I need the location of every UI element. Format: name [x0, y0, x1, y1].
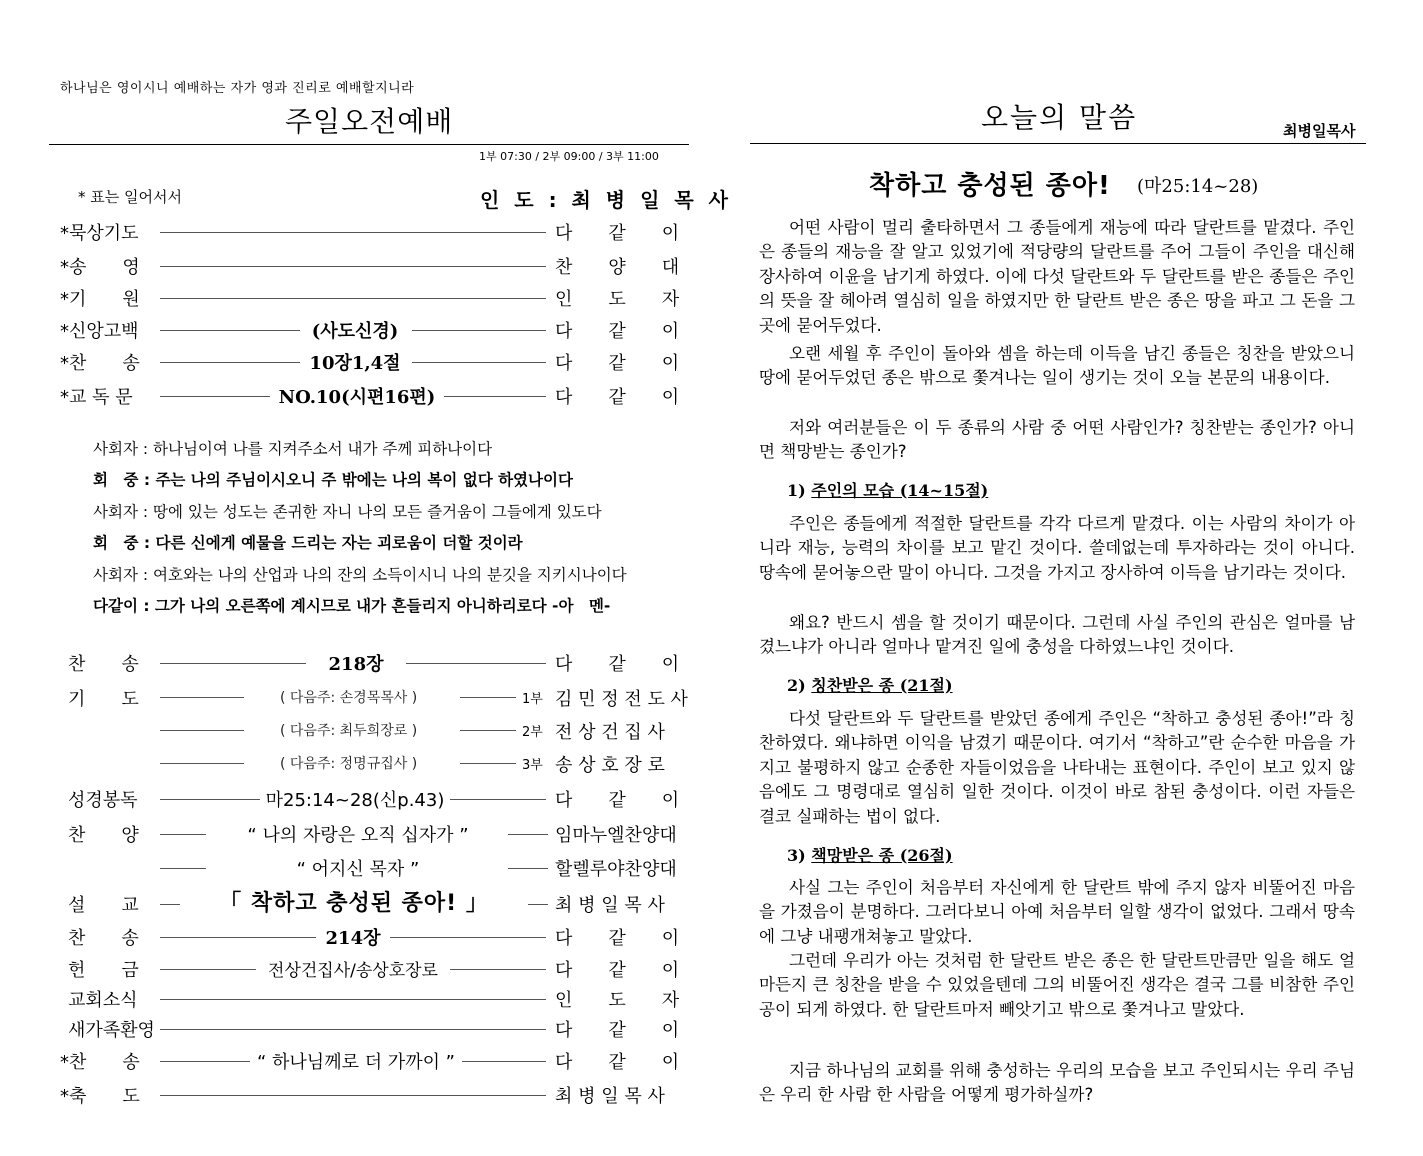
leader-line — [460, 697, 516, 698]
order-item: “ 어지신 목자 ” — [296, 859, 420, 880]
order-label: 교회소식 — [68, 990, 138, 1011]
motto: 하나님은 영이시니 예배하는 자가 영과 진리로 예배할지니라 — [60, 81, 415, 96]
order-label: 헌 금 — [68, 960, 139, 981]
leader-line — [160, 663, 306, 664]
stand-note: * 표는 일어서서 — [78, 188, 182, 206]
order-person: 인 도 자 — [555, 990, 680, 1011]
sermon-main-title: 착하고 충성된 종아! — [869, 171, 1111, 201]
section-title: 책망받은 종 (26절) — [811, 846, 953, 865]
leader-line — [462, 1061, 546, 1062]
leader-line — [160, 266, 546, 267]
order-label: 설 교 — [68, 895, 139, 916]
reading-line — [93, 437, 492, 459]
sermon-title: 「 착하고 충성된 종아! 」 — [219, 891, 489, 916]
service-part: 1부 — [522, 692, 543, 707]
order-item: 214장 — [325, 928, 381, 949]
order-item: 10장1,4절 — [309, 353, 401, 374]
sermon-page — [711, 0, 1423, 1156]
order-person: 최 병 일 목 사 — [555, 895, 665, 916]
service-leader: 인 도 : 최 병 일 목 사 — [480, 188, 732, 212]
order-person: 최 병 일 목 사 — [555, 1086, 665, 1107]
section-heading — [787, 843, 953, 866]
order-item: NO.10(시편16편) — [278, 387, 436, 408]
order-person: 다 같 이 — [555, 321, 680, 342]
reading-text: 여호와는 나의 산업과 나의 잔의 소득이시니 나의 분깃을 지키시나이다 — [153, 566, 627, 584]
reading-speaker: 회 중 : — [93, 534, 151, 552]
reading-text: 땅에 있는 성도는 존귀한 자니 나의 모든 즐거움이 그들에게 있도다 — [153, 503, 602, 521]
order-person: 인 도 자 — [555, 289, 680, 310]
reading-text: 주는 나의 주님이시오니 주 밖에는 나의 복이 없다 하였나이다 — [155, 471, 573, 489]
order-item: (사도신경) — [311, 321, 399, 342]
leader-line — [160, 298, 546, 299]
order-person: 다 같 이 — [555, 654, 680, 675]
order-person: 김 민 정 전 도 사 — [555, 689, 688, 710]
leader-line — [508, 868, 548, 869]
sermon-paragraph: 사실 그는 주인이 처음부터 자신에게 한 달란트 밖에 주지 않자 비뚤어진 마음을 가졌음이 분명하다. 그러다보니 아예 처음부터 일할 생각이 없었다. 그래서 땅속에 그냥 내팽개쳐놓고 말았다. — [759, 878, 1355, 946]
leader-line — [406, 663, 546, 664]
order-label: 찬 송 — [68, 654, 139, 675]
leader-line — [412, 330, 546, 331]
order-item: “ 하나님께로 더 가까이 ” — [256, 1052, 456, 1073]
order-person: 전 상 건 집 사 — [555, 722, 665, 743]
order-item: 마25:14~28(신p.43) — [265, 790, 445, 811]
leader-line — [390, 937, 546, 938]
order-label: 찬 양 — [68, 825, 139, 846]
reading-line — [93, 594, 610, 616]
order-person: 송 상 호 장 로 — [555, 755, 665, 776]
sermon-paragraph: 그런데 우리가 아는 것처럼 한 달란트 받은 종은 한 달란트만큼만 일을 해도 얼마든지 큰 칭찬을 받을 수 있었을텐데 그의 비뚤어진 생각은 결국 그를 비참한 주인공이 되게 하였다. 한 달란트마저 빼앗기고 밖으로 쫓겨나고 말았다. — [759, 951, 1355, 1019]
sermon-paragraph: 어떤 사람이 멀리 출타하면서 그 종들에게 재능에 따라 달란트를 맡겼다. 주인은 종들의 재능을 잘 알고 있었기에 적당량의 달란트를 주어 그들이 주인을 대신해 장사하여 이윤을 남기게 하였다. 이에 다섯 달란트와 두 달란트를 받은 종들은 주인의 뜻을 잘 헤아려 열심히 일을 하였지만 한 달란트 받은 종은 땅을 파고 그 돈을 그곳에 묻어두었다. — [759, 218, 1355, 335]
order-item: 전상건집사/송상호장로 — [268, 961, 438, 981]
order-item: “ 나의 자랑은 오직 십자가 ” — [247, 825, 469, 846]
leader-line — [160, 232, 546, 233]
reading-line — [93, 531, 523, 553]
next-week-note: ( 다음주: 손경목목사 ) — [280, 690, 418, 706]
next-week-note: ( 다음주: 정명규집사 ) — [280, 756, 418, 772]
order-label: *축 도 — [60, 1086, 140, 1107]
reading-line — [93, 500, 602, 522]
next-week-note: ( 다음주: 최두희장로 ) — [280, 723, 418, 739]
reading-text: 하나님이여 나를 지켜주소서 내가 주께 피하나이다 — [153, 440, 493, 458]
sermon-paragraph: 저와 여러분들은 이 두 종류의 사람 중 어떤 사람인가? 칭찬받는 종인가? 아니면 책망받는 종인가? — [759, 418, 1355, 462]
order-label: *찬 송 — [60, 1052, 140, 1073]
leader-line — [444, 396, 546, 397]
leader-line — [160, 396, 270, 397]
leader-line — [460, 730, 516, 731]
sermon-closing-paragraph: 지금 하나님의 교회를 위해 충성하는 우리의 모습을 보고 주인되시는 우리 주님은 우리 한 사람 한 사람을 어떻게 평가하실까? — [759, 1061, 1355, 1105]
leader-line — [160, 730, 244, 731]
order-person: 다 같 이 — [555, 790, 680, 811]
reading-text: 그가 나의 오른쪽에 계시므로 내가 흔들리지 아니하리로다 -아 멘- — [154, 597, 611, 615]
order-item: 218장 — [328, 654, 384, 675]
leader-line — [160, 868, 206, 869]
order-label: 성경봉독 — [68, 790, 138, 811]
order-label: 찬 송 — [68, 928, 139, 949]
sermon-paragraph: 주인은 종들에게 적절한 달란트를 각각 다르게 맡겼다. 이는 사람의 차이가 아니라 재능, 능력의 차이를 보고 맡긴 것이다. 쓸데없는데 투자하라는 것이 아니다. 땅속에 묻어놓으란 말이 아니다. 그것을 가지고 장사하여 이득을 남기라는 것이다. — [759, 514, 1355, 582]
leader-line — [412, 362, 546, 363]
order-person: 다 같 이 — [555, 960, 680, 981]
leader-line — [160, 1095, 546, 1096]
section-number: 1) — [787, 481, 806, 500]
leader-line — [160, 1061, 250, 1062]
reading-speaker: 사회자 : — [93, 503, 149, 521]
order-person: 임마누엘찬양대 — [555, 825, 677, 846]
leader-line — [160, 697, 244, 698]
sermon-paragraph: 왜요? 반드시 셈을 할 것이기 때문이다. 그런데 사실 주인의 관심은 얼마를 남겼느냐가 아니라 얼마나 맡겨진 일에 충성을 다하였느냐인 것이다. — [759, 613, 1355, 657]
reading-text: 다른 신에게 예물을 드리는 자는 괴로움이 더할 것이라 — [155, 534, 523, 552]
order-person: 다 같 이 — [555, 928, 680, 949]
order-label: 기 도 — [68, 689, 139, 710]
leader-line — [508, 834, 548, 835]
leader-line — [450, 969, 546, 970]
leader-line — [160, 799, 260, 800]
leader-line — [528, 904, 548, 905]
reading-line — [93, 468, 573, 490]
scripture-reference: (마25:14~28) — [1137, 176, 1259, 197]
pastor-name: 최병일목사 — [1283, 122, 1356, 140]
leader-line — [160, 937, 316, 938]
reading-speaker: 회 중 : — [93, 471, 151, 489]
leader-line — [160, 362, 300, 363]
sermon-paragraph: 오랜 세월 후 주인이 돌아와 셈을 하는데 이득을 남긴 종들은 칭찬을 받았으니 땅에 묻어두었던 종은 밖으로 쫓겨나는 일이 생기는 것이 오늘 본문의 내용이다. — [759, 344, 1355, 388]
sermon-paragraph: 다섯 달란트와 두 달란트를 받았던 종에게 주인은 “착하고 충성된 종아!”라 칭찬하였다. 왜냐하면 이익을 남겼기 때문이다. 여기서 “착하고”란 순수한 마음을 가지고 불평하지 않고 순종한 자들이었음을 나타내는 표현이다. 주인이 보고 있지 않음에도 그 명령대로 열심히 일한 것이다. 이것이 바로 참된 충성이다. 이런 자들은 결코 실패하는 법이 없다. — [759, 709, 1355, 826]
leader-line — [160, 330, 300, 331]
title-rule — [750, 143, 1366, 144]
section-heading — [787, 478, 988, 501]
order-label: *찬 송 — [60, 353, 140, 374]
order-label: *묵상기도 — [60, 223, 139, 244]
reading-line — [93, 563, 627, 585]
leader-line — [160, 834, 206, 835]
order-label: *신앙고백 — [60, 321, 139, 342]
order-label: 새가족환영 — [68, 1020, 155, 1041]
section-heading — [787, 673, 953, 696]
service-title: 주일오전예배 — [285, 105, 454, 138]
order-person: 다 같 이 — [555, 387, 680, 408]
section-title: 주인의 모습 (14~15절) — [811, 481, 989, 500]
leader-line — [460, 763, 516, 764]
order-person: 다 같 이 — [555, 1052, 680, 1073]
leader-line — [450, 799, 546, 800]
order-person: 할렐루야찬양대 — [555, 859, 677, 880]
order-label: *송 영 — [60, 257, 140, 278]
order-person: 다 같 이 — [555, 1020, 680, 1041]
section-number: 2) — [787, 676, 806, 695]
sermon-page-title: 오늘의 말씀 — [981, 101, 1138, 134]
order-person: 다 같 이 — [555, 223, 680, 244]
leader-line — [160, 999, 546, 1000]
reading-speaker: 사회자 : — [93, 440, 149, 458]
title-rule — [49, 144, 689, 145]
section-number: 3) — [787, 846, 806, 865]
leader-line — [160, 969, 256, 970]
order-label: *교 독 문 — [60, 387, 133, 408]
order-label: *기 원 — [60, 289, 140, 310]
section-title: 칭찬받은 종 (21절) — [811, 676, 953, 695]
leader-line — [160, 1029, 546, 1030]
order-person: 다 같 이 — [555, 353, 680, 374]
service-part: 2부 — [522, 725, 543, 740]
service-part: 3부 — [522, 758, 543, 773]
leader-line — [160, 904, 180, 905]
reading-speaker: 다같이 : — [93, 597, 150, 615]
reading-speaker: 사회자 : — [93, 566, 149, 584]
service-times: 1부 07:30 / 2부 09:00 / 3부 11:00 — [479, 150, 659, 163]
leader-line — [160, 763, 244, 764]
order-person: 찬 양 대 — [555, 257, 680, 278]
